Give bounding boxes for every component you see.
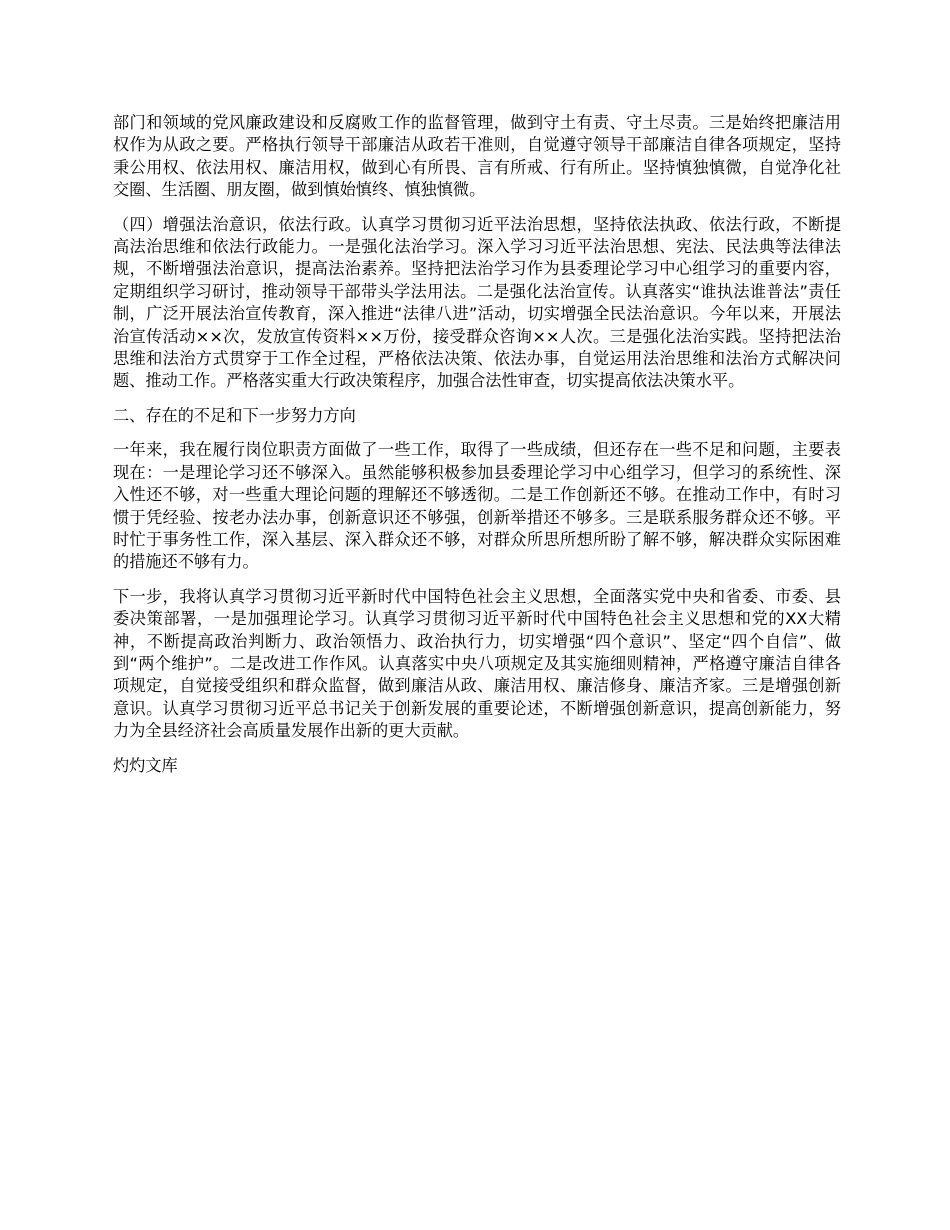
paragraph-next-steps: 下一步，我将认真学习贯彻习近平新时代中国特色社会主义思想，全面落实党中央和省委、市委、县委决策部署，一是加强理论学习。认真学习贯彻习近平新时代中国特色社会主义思想和党的XX大精神，不断提高政治判断力、政治领悟力、政治执行力，切实增强“四个意识”、坚定“四个自信”、做到“两个维护”。二是改进工作作风。认真落实中央八项规定及其实施细则精神，严格遵守廉洁自律各项规定，自觉接受组织和群众监督，做到廉洁从政、廉洁用权、廉洁修身、廉洁齐家。三是增强创新意识。认真学习贯彻习近平总书记关于创新发展的重要论述，不断增强创新意识，提高创新能力，努力为全县经济社会高质量发展作出新的更大贡献。 [113,586,841,741]
source-footer: 灼灼文库 [113,755,178,775]
section-heading: 二、存在的不足和下一步努力方向 [113,405,356,425]
paragraph-shortcomings: 一年来，我在履行岗位职责方面做了一些工作，取得了一些成绩，但还存在一些不足和问题，主要表现在：一是理论学习还不够深入。虽然能够积极参加县委理论学习中心组学习，但学习的系统性、深入性还不够，对一些重大理论问题的理解还不够透彻。二是工作创新还不够。在推动工作中，有时习惯于凭经验、按老办法办事，创新意识还不够强，创新举措还不够多。三是联系服务群众还不够。平时忙于事务性工作，深入基层、深入群众还不够，对群众所思所想所盼了解不够，解决群众实际困难的措施还不够有力。 [113,440,841,572]
document-page [113,112,841,777]
paragraph-rule-of-law: （四）增强法治意识，依法行政。认真学习贯彻习近平法治思想，坚持依法执政、依法行政，不断提高法治思维和依法行政能力。一是强化法治学习。深入学习习近平法治思想、宪法、民法典等法律法规，不断增强法治意识，提高法治素养。坚持把法治学习作为县委理论学习中心组学习的重要内容，定期组织学习研讨，推动领导干部带头学法用法。二是强化法治宣传。认真落实“谁执法谁普法”责任制，广泛开展法治宣传教育，深入推进“法律八进”活动，切实增强全民法治意识。今年以来，开展法治宣传活动××次，发放宣传资料××万份，接受群众咨询××人次。三是强化法治实践。坚持把法治思维和法治方式贯穿于工作全过程，严格依法决策、依法办事，自觉运用法治思维和法治方式解决问题、推动工作。严格落实重大行政决策程序，加强合法性审查，切实提高依法决策水平。 [113,214,841,391]
paragraph-party-conduct: 部门和领域的党风廉政建设和反腐败工作的监督管理，做到守土有责、守土尽责。三是始终把廉洁用权作为从政之要。严格执行领导干部廉洁从政若干准则，自觉遵守领导干部廉洁自律各项规定，坚持秉公用权、依法用权、廉洁用权，做到心有所畏、言有所戒、行有所止。坚持慎独慎微，自觉净化社交圈、生活圈、朋友圈，做到慎始慎终、慎独慎微。 [113,113,841,200]
